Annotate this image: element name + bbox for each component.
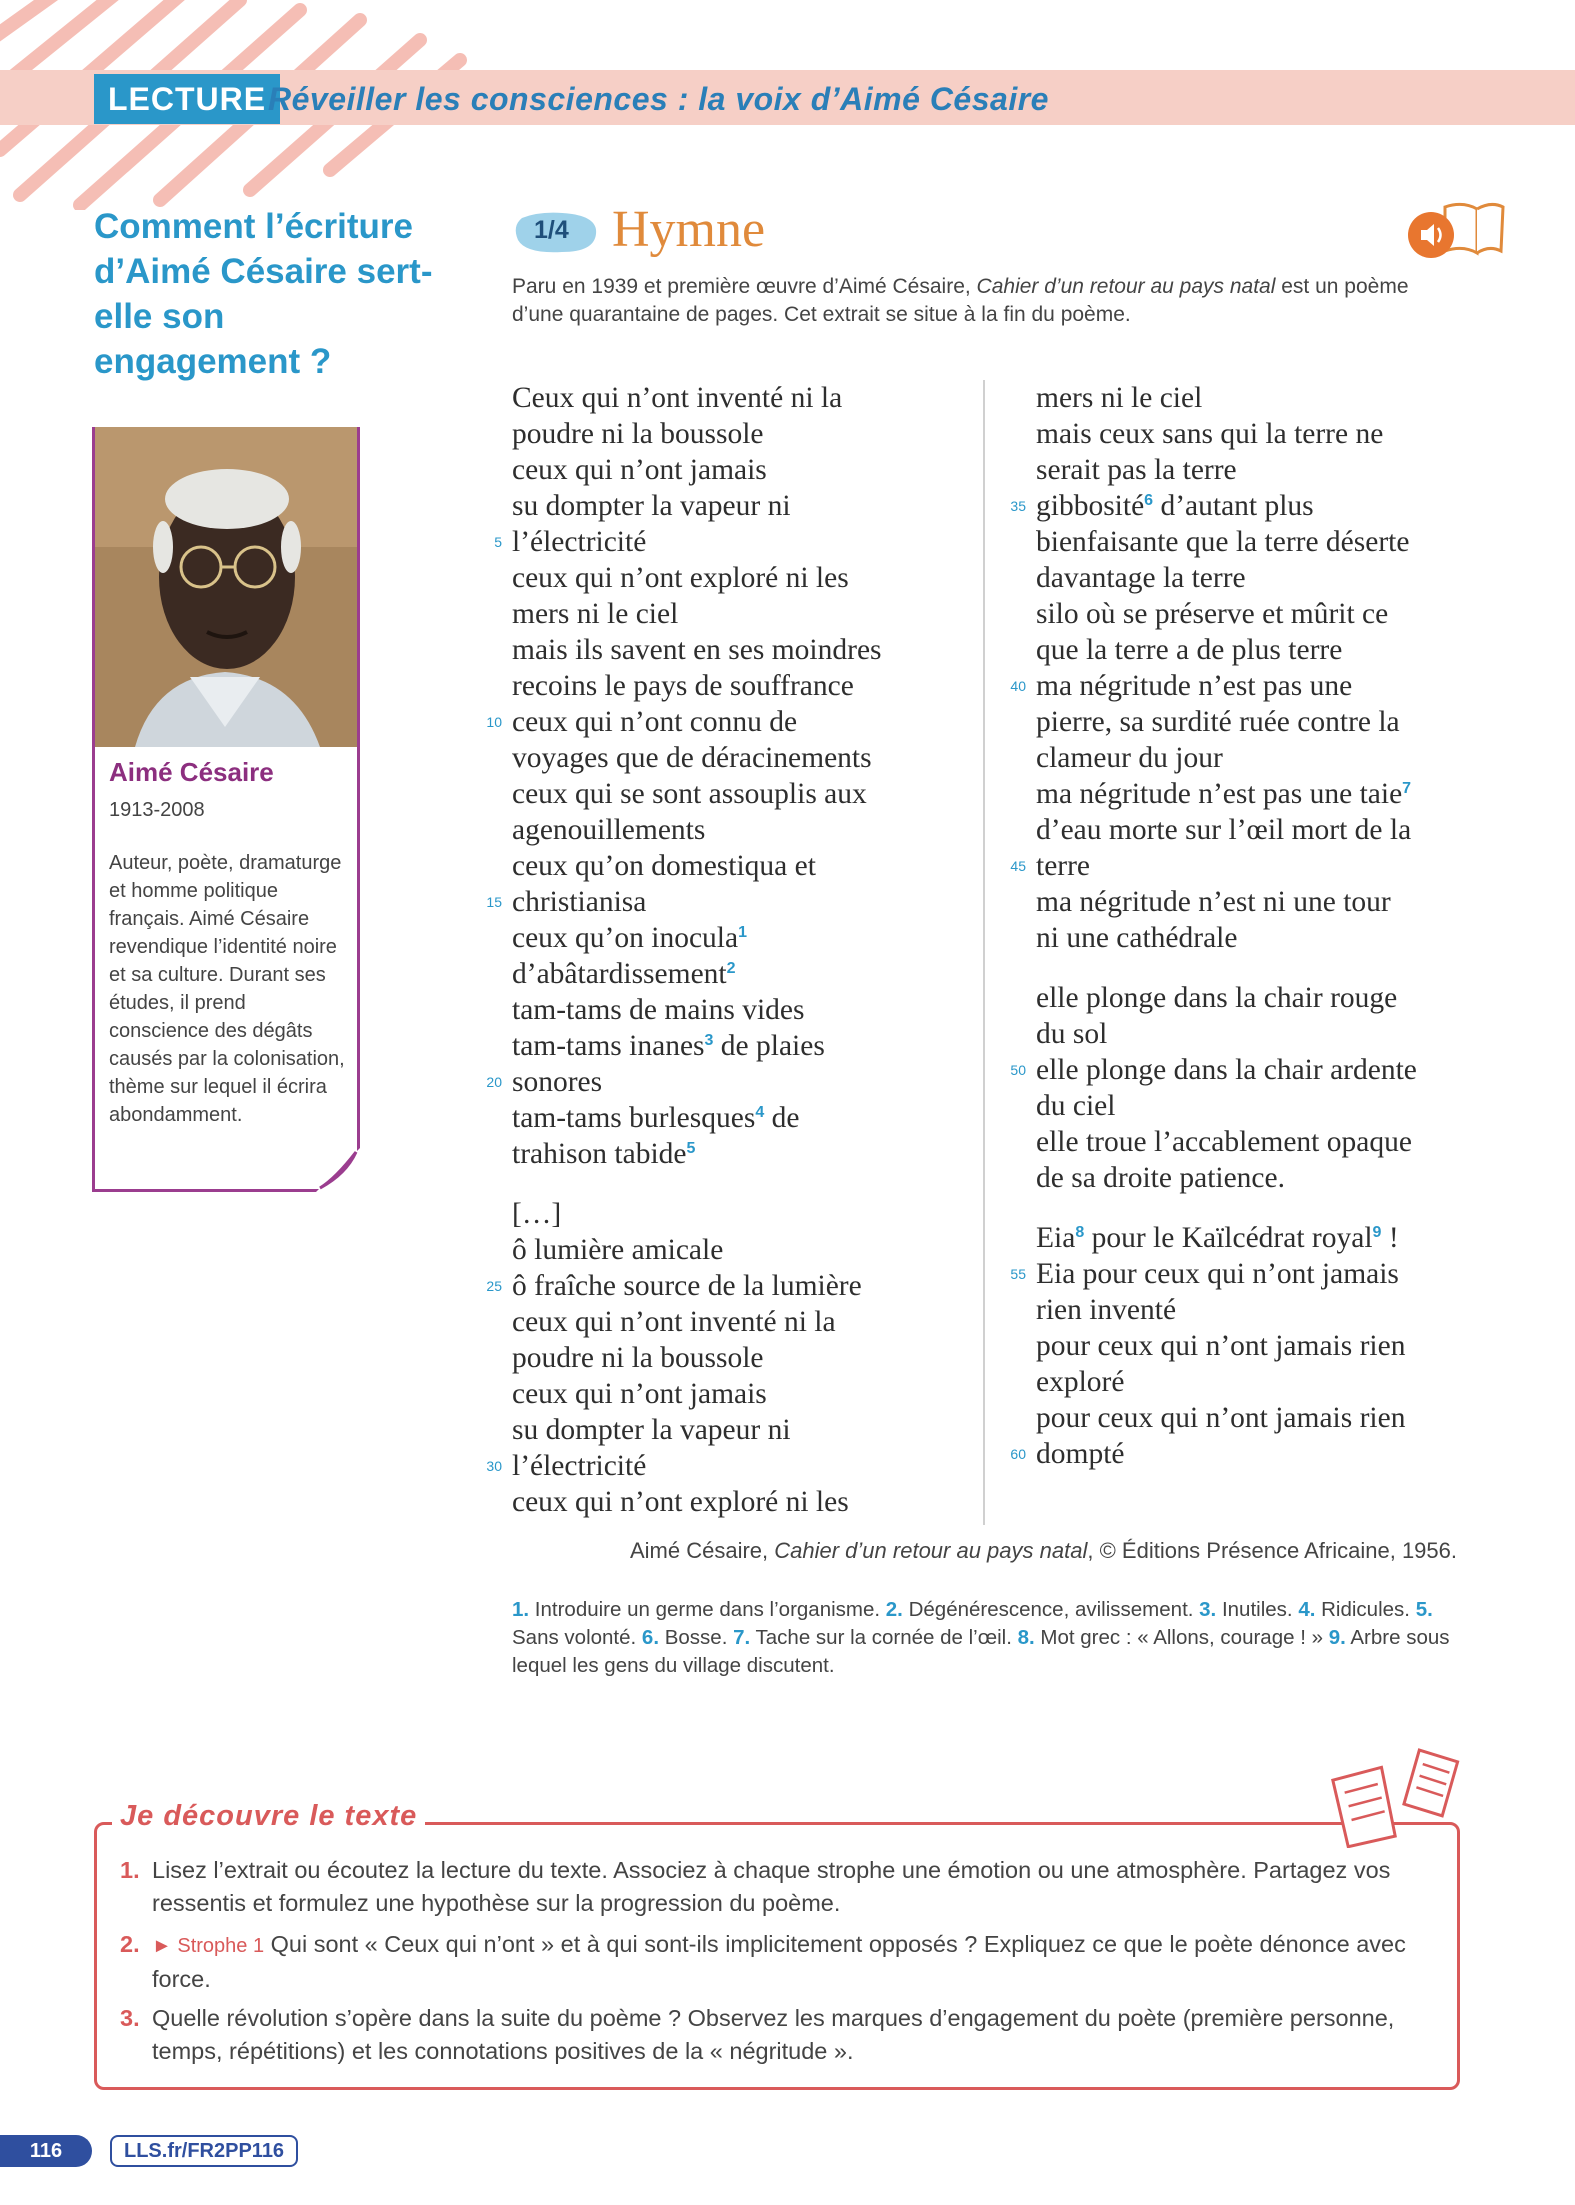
poem-text: d’autant plus (1153, 490, 1314, 522)
footnote-ref: 1 (738, 924, 747, 941)
poem-line (512, 632, 882, 668)
poem-text: voyages que de déracinements (512, 742, 872, 774)
footnote-text: Tache sur la cornée de l’œil. (750, 1626, 1018, 1649)
poem-text: Eia (1036, 1222, 1076, 1254)
poem-text: pour ceux qui n’ont jamais rien (1036, 1330, 1406, 1362)
footnote-ref: 7 (1402, 780, 1412, 797)
text-number-badge: 1/4 (534, 216, 569, 244)
question-2: 2. ► Strophe 1 Qui sont « Ceux qui n’ont » et à qui sont-ils implicitement opposés ? Expliquez ce que le poète dénonce avec force. (120, 1931, 1406, 1992)
poem-line (512, 1064, 602, 1100)
poem-text: ceux qui se sont assouplis aux (512, 778, 867, 810)
poem-line (512, 956, 736, 992)
poem-line (1036, 740, 1223, 776)
line-number: 20 (486, 1074, 502, 1090)
poem-text: sonores (512, 1066, 603, 1098)
source-citation: Aimé Césaire, Cahier d’un retour au pays natal, © Éditions Présence Africaine, 1956. (629, 1538, 1457, 1563)
poem-text: pierre, sa surdité ruée contre la (1036, 706, 1400, 738)
footnote-text: Introduire un germe dans l’organisme. (529, 1598, 886, 1621)
poem-line (512, 1268, 862, 1304)
poem-line (512, 848, 816, 884)
author-card (92, 427, 360, 1192)
poem-line (512, 920, 747, 956)
line-number: 35 (1010, 498, 1026, 514)
footnotes (512, 1596, 1462, 1680)
poem-line (1036, 1052, 1417, 1088)
poem-line (1036, 380, 1202, 416)
poem-line (1036, 704, 1400, 740)
poem-text: su dompter la vapeur ni (512, 490, 791, 522)
poem-text: de (764, 1102, 800, 1134)
poem-text: mais ils savent en ses moindres (512, 634, 882, 666)
line-number: 55 (1010, 1266, 1026, 1282)
poem-text: ceux qui n’ont exploré ni les (512, 1486, 849, 1518)
poem-text: tam-tams de mains vides (512, 994, 805, 1026)
line-number: 30 (486, 1458, 502, 1474)
poem-text: Ceux qui n’ont inventé ni la (512, 382, 843, 414)
poem-text: terre (1036, 850, 1091, 882)
portrait-illustration (95, 427, 357, 747)
footnote-text: Mot grec : « Allons, courage ! » (1034, 1626, 1329, 1649)
poem-text: ma négritude n’est ni une tour (1036, 886, 1391, 918)
poem-line (512, 776, 867, 812)
poem-text: de plaies (713, 1030, 825, 1062)
poem-text: gibbosité (1036, 490, 1145, 522)
poem-line (512, 1196, 561, 1232)
poem-title: Hymne (612, 201, 766, 258)
footnote-text: Sans volonté. (512, 1626, 642, 1649)
line-number: 45 (1010, 858, 1026, 874)
poem-line (1036, 1256, 1399, 1292)
poem-line (512, 812, 705, 848)
poem-line (1036, 560, 1246, 596)
poem-line (512, 452, 767, 488)
poem-text: poudre ni la boussole (512, 1342, 764, 1374)
footnote-ref: 6 (1144, 492, 1154, 509)
strophe-tag[interactable]: ► Strophe 1 (152, 1935, 265, 1957)
poem-line (512, 1100, 799, 1136)
poem-text: ceux qui n’ont exploré ni les (512, 562, 849, 594)
footnote-number: 3. (1199, 1598, 1217, 1621)
poem-text: tam-tams burlesques (512, 1102, 756, 1134)
poem-line (1036, 1088, 1115, 1124)
footnote-number: 6. (641, 1626, 660, 1649)
poem-line (512, 1028, 825, 1064)
poem-text: ceux qui n’ont jamais (512, 1378, 767, 1410)
poem-line (1036, 524, 1409, 560)
poem-line (512, 524, 646, 560)
footnote-ref: 8 (1075, 1224, 1085, 1241)
poem-line (512, 560, 849, 596)
poem-text: davantage la terre (1036, 562, 1246, 594)
poem-line (512, 1484, 849, 1520)
line-number: 50 (1010, 1062, 1026, 1078)
poem-text: pour ceux qui n’ont jamais rien (1036, 1402, 1406, 1434)
poem-text: mers ni le ciel (512, 598, 679, 630)
footnote-number: 8. (1017, 1626, 1035, 1649)
poem-text: dompté (1036, 1438, 1125, 1470)
poem-line (1036, 812, 1411, 848)
poem-text: poudre ni la boussole (512, 418, 764, 450)
poem-text: bienfaisante que la terre déserte (1036, 526, 1410, 558)
footnote-text: Dégénérescence, avilissement. (902, 1598, 1200, 1621)
poem-line (1036, 1160, 1285, 1196)
poem-text: serait pas la terre (1036, 454, 1237, 486)
footnote-text: Ridicules. (1315, 1598, 1416, 1621)
poem-line (1036, 1328, 1405, 1364)
poem-text: tam-tams inanes (512, 1030, 705, 1062)
poem-line (1036, 980, 1397, 1016)
question-1: 1. Lisez l’extrait ou écoutez la lecture du texte. Associez à chaque strophe une émotion ou une atmosphère. Partagez vos ressentis et formulez une hypothèse sur la progression du poème. (120, 1857, 1391, 1916)
poem-text: clameur du jour (1036, 742, 1223, 774)
poem-text: elle troue l’accablement opaque (1036, 1126, 1412, 1158)
poem-text: Eia pour ceux qui n’ont jamais (1036, 1258, 1399, 1290)
line-number: 5 (494, 534, 502, 550)
poem-line (1036, 1400, 1405, 1436)
poem-line (512, 704, 797, 740)
poem-line (512, 1448, 646, 1484)
poem-line (1036, 1124, 1412, 1160)
footnote-number: 9. (1328, 1626, 1346, 1649)
poem-text: ceux qui n’ont inventé ni la (512, 1306, 836, 1338)
footnote-number: 2. (885, 1598, 903, 1621)
poem-text: elle plonge dans la chair rouge (1036, 982, 1398, 1014)
poem-text: ni une cathédrale (1036, 922, 1238, 954)
poem-line (1036, 416, 1383, 452)
poem-line (512, 488, 791, 524)
poem-text: exploré (1036, 1366, 1125, 1398)
poem-text: ma négritude n’est pas une (1036, 670, 1353, 702)
poem-text: que la terre a de plus terre (1036, 634, 1343, 666)
footnote-ref: 4 (755, 1104, 765, 1121)
lesson-title: Réveiller les consciences : la voix d’Aimé Césaire (268, 81, 1049, 117)
footnote-text: Arbre sous lequel les gens du village discutent. (512, 1626, 1450, 1677)
poem-text: d’eau morte sur l’œil mort de la (1036, 814, 1412, 846)
line-number: 60 (1010, 1446, 1026, 1462)
poem-line (512, 668, 854, 704)
poem-line (1036, 920, 1237, 956)
poem-line (512, 1376, 767, 1412)
poem-line (512, 884, 646, 920)
papers-icon (1325, 1748, 1465, 1848)
poem-line (512, 596, 678, 632)
poem-text: christianisa (512, 886, 647, 918)
poem-line (1036, 1292, 1176, 1328)
poem-text: ceux qui n’ont connu de (512, 706, 798, 738)
poem-text: silo où se préserve et mûrit ce (1036, 598, 1389, 630)
audio-book-icon[interactable] (1405, 197, 1505, 261)
poem-text: pour le Kaïlcédrat royal (1084, 1222, 1373, 1254)
footnote-number: 7. (733, 1626, 751, 1649)
footnote-text: Inutiles. (1216, 1598, 1299, 1621)
poem-text: ô fraîche source de la lumière (512, 1270, 862, 1302)
author-dates: 1913-2008 (109, 799, 205, 821)
poem-line (1036, 632, 1342, 668)
footnote-number: 4. (1298, 1598, 1316, 1621)
poem-text: agenouillements (512, 814, 706, 846)
footnote-ref: 5 (686, 1140, 696, 1157)
line-number: 15 (486, 894, 502, 910)
poem-line (1036, 488, 1314, 524)
poem-line (1036, 668, 1352, 704)
poem-line (1036, 596, 1388, 632)
poem-text: l’électricité (512, 526, 647, 558)
poem-line (512, 1340, 764, 1376)
poem-text: du ciel (1036, 1090, 1116, 1122)
poem-line (512, 1304, 836, 1340)
poem-text: ceux qu’on domestiqua et (512, 850, 816, 882)
footnote-ref: 9 (1372, 1224, 1382, 1241)
question-3: 3. Quelle révolution s’opère dans la suite du poème ? Observez les marques d’engagement du poète (première personne, temps, répétitions) et les connotations positives de la « négritude ». (120, 2005, 1395, 2064)
page-fold-icon (316, 1148, 360, 1192)
exercise-title: Je découvre le texte (112, 1800, 425, 1833)
footnote-text: Bosse. (659, 1626, 734, 1649)
poem-introduction: Paru en 1939 et première œuvre d’Aimé Césaire, Cahier d’un retour au pays natal est un poème d’une quarantaine de pages. Cet extrait se situe à la fin du poème. (512, 275, 1409, 326)
guiding-question: Comment l’écriture d’Aimé Césaire sert-elle son engagement ? (94, 207, 433, 381)
footnote-number: 1. (512, 1598, 530, 1621)
footnote-ref: 3 (704, 1032, 714, 1049)
poem-line (512, 740, 872, 776)
poem-text: recoins le pays de souffrance (512, 670, 854, 702)
poem-text: ceux qui n’ont jamais (512, 454, 767, 486)
poem-text: […] (512, 1198, 562, 1230)
poem-line (1036, 848, 1090, 884)
poem-text: ma négritude n’est pas une taie (1036, 778, 1403, 810)
poem-line (1036, 1220, 1399, 1256)
poem-text: mais ceux sans qui la terre ne (1036, 418, 1384, 450)
poem-text: su dompter la vapeur ni (512, 1414, 791, 1446)
poem-line (1036, 452, 1237, 488)
poem-text: de sa droite patience. (1036, 1162, 1285, 1194)
poem-text: mers ni le ciel (1036, 382, 1203, 414)
poem-text: ! (1381, 1222, 1399, 1254)
poem-line (1036, 776, 1411, 812)
resource-link[interactable]: LLS.fr/FR2PP116 (110, 2135, 298, 2167)
line-number: 25 (486, 1278, 502, 1294)
poem-text: trahison tabide (512, 1138, 687, 1170)
line-number: 40 (1010, 678, 1026, 694)
poem-line (512, 1136, 695, 1172)
poem-text: rien inventé (1036, 1294, 1177, 1326)
author-photo (95, 427, 357, 747)
poem-line (512, 1232, 723, 1268)
poem-line (512, 992, 804, 1028)
poem-line (512, 416, 764, 452)
poem-text: ceux qu’on inocula (512, 922, 739, 954)
author-name: Aimé Césaire (109, 757, 274, 787)
poem-text: ô lumière amicale (512, 1234, 724, 1266)
poem-line (1036, 1364, 1124, 1400)
poem-text: du sol (1036, 1018, 1108, 1050)
poem-text: l’électricité (512, 1450, 647, 1482)
poem-line (512, 380, 842, 416)
poem-line (1036, 1436, 1125, 1472)
section-tag: LECTURE (94, 74, 280, 124)
poem-line (1036, 1016, 1107, 1052)
poem-line (512, 1412, 791, 1448)
author-bio: Auteur, poète, dramaturge et homme politique français. Aimé Césaire revendique l’identité noire et sa culture. Durant ses études, il prend conscience des dégâts causés par la colonisation, thème sur lequel il écrira abondamment. (109, 852, 345, 1126)
poem-text: elle plonge dans la chair ardente (1036, 1054, 1417, 1086)
line-number: 10 (486, 714, 502, 730)
poem-text: d’abâtardissement (512, 958, 727, 990)
page-number: 116 (0, 2135, 92, 2167)
column-divider (983, 380, 985, 1525)
footnote-number: 5. (1415, 1598, 1433, 1621)
footnote-ref: 2 (726, 960, 736, 977)
poem-line (1036, 884, 1391, 920)
